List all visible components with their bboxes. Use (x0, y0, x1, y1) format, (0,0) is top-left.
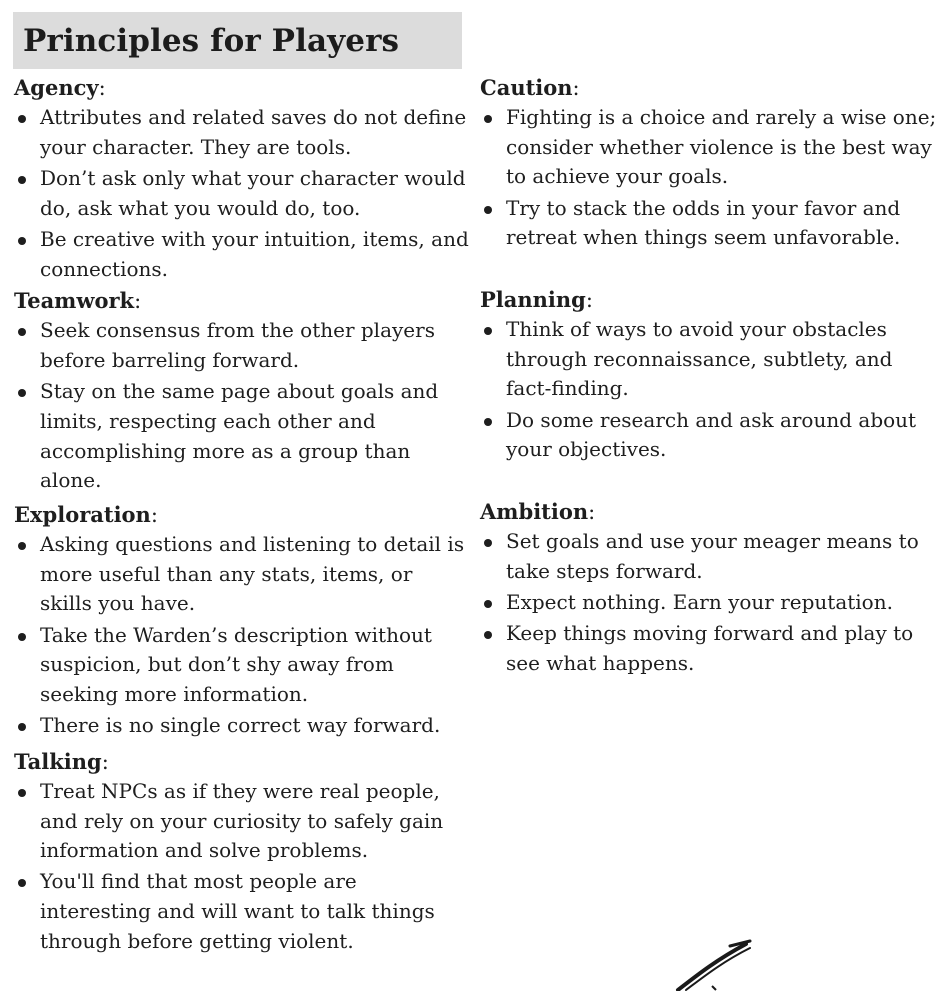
list-item: Don’t ask only what your character would do, ask what you would do, too. (14, 164, 469, 223)
bullet-list (480, 315, 940, 465)
heading-name: Agency (14, 75, 99, 100)
list-item: There is no single correct way forward. (14, 711, 469, 741)
bullet-list (480, 527, 940, 679)
heading-colon: : (585, 288, 593, 313)
list-item: Do some research and ask around about your objectives. (480, 406, 940, 465)
section-exploration (14, 502, 469, 741)
heading-name: Exploration (14, 501, 151, 527)
section-heading (14, 75, 469, 101)
section-heading (480, 499, 940, 525)
heading-colon: : (150, 502, 158, 527)
page-title: Principles for Players (23, 22, 400, 59)
heading-colon: : (98, 76, 106, 100)
section-caution (480, 75, 940, 253)
heading-name: Planning (480, 287, 586, 313)
section-heading (14, 502, 469, 528)
list-item: Set goals and use your meager means to take steps forward. (480, 527, 940, 586)
list-item: Think of ways to avoid your obstacles through reconnaissance, subtlety, and fact-finding. (480, 315, 940, 404)
section-talking (14, 749, 469, 957)
section-heading (480, 287, 940, 313)
section-heading (14, 749, 469, 775)
list-item: Be creative with your intuition, items, and connections. (14, 225, 469, 284)
section-teamwork (14, 288, 469, 496)
section-heading (14, 288, 469, 314)
heading-colon: : (101, 749, 109, 774)
list-item: Treat NPCs as if they were real people, and rely on your curiosity to safely gain information and solve problems. (14, 777, 469, 866)
heading-colon: : (134, 289, 142, 314)
list-item: You'll find that most people are interesting and will want to talk things through before getting violent. (14, 867, 469, 956)
list-item: Attributes and related saves do not define your character. They are tools. (14, 103, 469, 162)
bullet-list (480, 103, 940, 253)
list-item: Seek consensus from the other players before barreling forward. (14, 316, 469, 375)
list-item: Stay on the same page about goals and limits, respecting each other and accomplishing more as a group than alone. (14, 377, 469, 496)
section-agency (14, 75, 469, 284)
bullet-list (14, 530, 469, 741)
list-item: Try to stack the odds in your favor and retreat when things seem unfavorable. (480, 194, 940, 253)
title-bar (13, 12, 462, 69)
bullet-list (14, 777, 469, 957)
list-item: Expect nothing. Earn your reputation. (480, 588, 940, 618)
heading-name: Teamwork (14, 288, 135, 314)
heading-name: Caution (480, 75, 573, 100)
list-item: Fighting is a choice and rarely a wise one; consider whether violence is the best way to achieve your goals. (480, 103, 940, 192)
left-column (14, 75, 469, 963)
bullet-list (14, 316, 469, 496)
heading-name: Ambition (480, 499, 589, 525)
section-ambition (480, 499, 940, 679)
heading-colon: : (588, 500, 596, 525)
section-planning (480, 287, 940, 465)
right-column (480, 75, 940, 685)
bullet-list (14, 103, 469, 284)
list-item: Asking questions and listening to detail is more useful than any stats, items, or skills you have. (14, 530, 469, 619)
pen-sketch-icon (672, 938, 762, 991)
list-item: Keep things moving forward and play to see what happens. (480, 619, 940, 678)
list-item: Take the Warden’s description without suspicion, but don’t shy away from seeking more information. (14, 621, 469, 710)
section-heading (480, 75, 940, 101)
heading-name: Talking (14, 748, 102, 774)
heading-colon: : (572, 76, 580, 100)
